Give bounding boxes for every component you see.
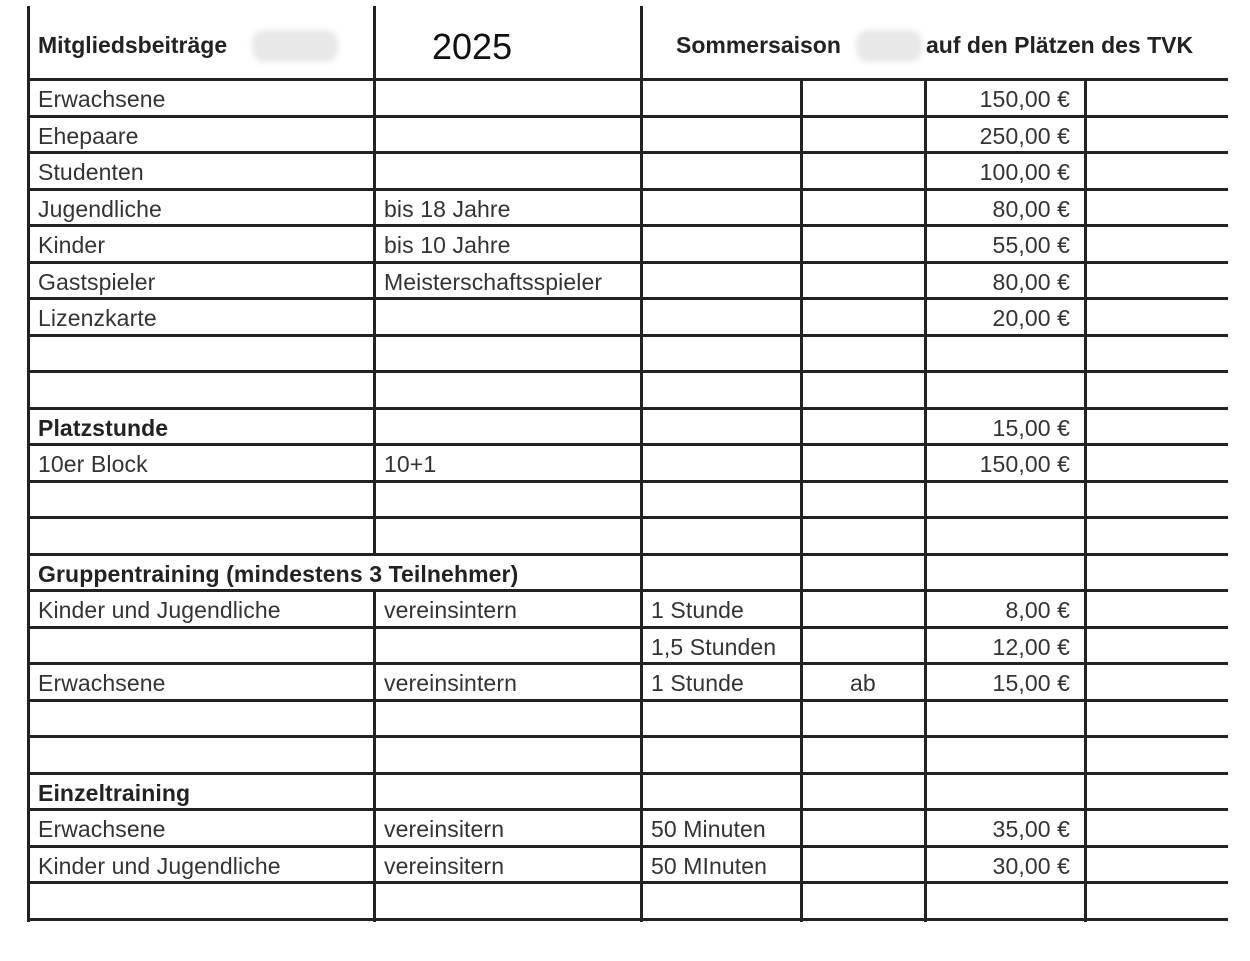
amount-cell: 20,00 € xyxy=(992,305,1070,331)
amount-cell: 35,00 € xyxy=(992,816,1070,842)
table-cell: Erwachsene xyxy=(38,816,166,842)
table-cell: vereinsitern xyxy=(384,816,505,842)
grid-line xyxy=(640,6,643,922)
table-cell: 10er Block xyxy=(38,451,148,477)
grid-line xyxy=(28,918,1228,921)
table-cell: vereinsitern xyxy=(384,852,505,879)
table-cell: Einzeltraining xyxy=(38,779,191,806)
table-cell: Ehepaare xyxy=(38,122,139,149)
grid-line xyxy=(800,78,803,922)
table-cell: Kinder xyxy=(38,232,106,258)
grid-line xyxy=(28,370,1228,373)
table-cell: Kinder und Jugendliche xyxy=(38,597,281,623)
table-cell: bis 10 Jahre xyxy=(384,232,511,258)
table-cell: Lizenzkarte xyxy=(38,305,157,331)
amount-cell: 55,00 € xyxy=(992,232,1070,258)
table-cell: ab xyxy=(850,670,876,696)
table-cell: Gruppentraining (mindestens 3 Teilnehmer) xyxy=(38,560,519,587)
header-location: auf den Plätzen des TVK xyxy=(926,32,1194,58)
table-cell: Studenten xyxy=(38,159,144,185)
table-cell: Kinder und Jugendliche xyxy=(38,852,281,879)
amount-cell: 150,00 € xyxy=(979,86,1070,112)
table-cell: Jugendliche xyxy=(38,195,162,222)
table-cell: 1,5 Stunden xyxy=(651,633,777,660)
amount-cell: 80,00 € xyxy=(992,195,1070,222)
blur-smudge xyxy=(252,30,338,62)
table-cell: Erwachsene xyxy=(38,670,166,696)
table-cell: vereinsintern xyxy=(384,670,517,696)
table-cell: bis 18 Jahre xyxy=(384,195,511,222)
amount-cell: 15,00 € xyxy=(992,414,1070,441)
amount-cell: 100,00 € xyxy=(979,159,1070,185)
table-cell: vereinsintern xyxy=(384,597,517,623)
amount-cell: 30,00 € xyxy=(992,852,1070,879)
table-cell: 50 MInuten xyxy=(651,852,768,879)
table-cell: Meisterschaftsspieler xyxy=(384,268,603,295)
table-cell: Erwachsene xyxy=(38,86,166,112)
header-season: Sommersaison xyxy=(676,32,841,58)
table-cell: 1 Stunde xyxy=(651,597,744,623)
grid-line xyxy=(28,735,1228,738)
table-cell: 1 Stunde xyxy=(651,670,744,696)
grid-line xyxy=(28,772,1228,775)
grid-line xyxy=(27,6,30,922)
table-cell: 10+1 xyxy=(384,451,437,477)
amount-cell: 250,00 € xyxy=(979,122,1070,149)
amount-cell: 12,00 € xyxy=(992,633,1070,660)
blur-smudge xyxy=(856,30,922,62)
table-cell: 50 Minuten xyxy=(651,816,766,842)
grid-line xyxy=(373,6,376,922)
amount-cell: 80,00 € xyxy=(992,268,1070,295)
amount-cell: 8,00 € xyxy=(1005,597,1070,623)
header-year: 2025 xyxy=(432,26,513,67)
table-cell: Platzstunde xyxy=(38,414,169,441)
amount-cell: 150,00 € xyxy=(979,451,1070,477)
table-cell: Gastspieler xyxy=(38,268,156,295)
amount-cell: 15,00 € xyxy=(992,670,1070,696)
header-title: Mitgliedsbeiträge xyxy=(38,32,228,58)
grid-line xyxy=(28,516,1228,519)
grid-line xyxy=(1084,78,1087,922)
grid-line xyxy=(924,78,927,922)
